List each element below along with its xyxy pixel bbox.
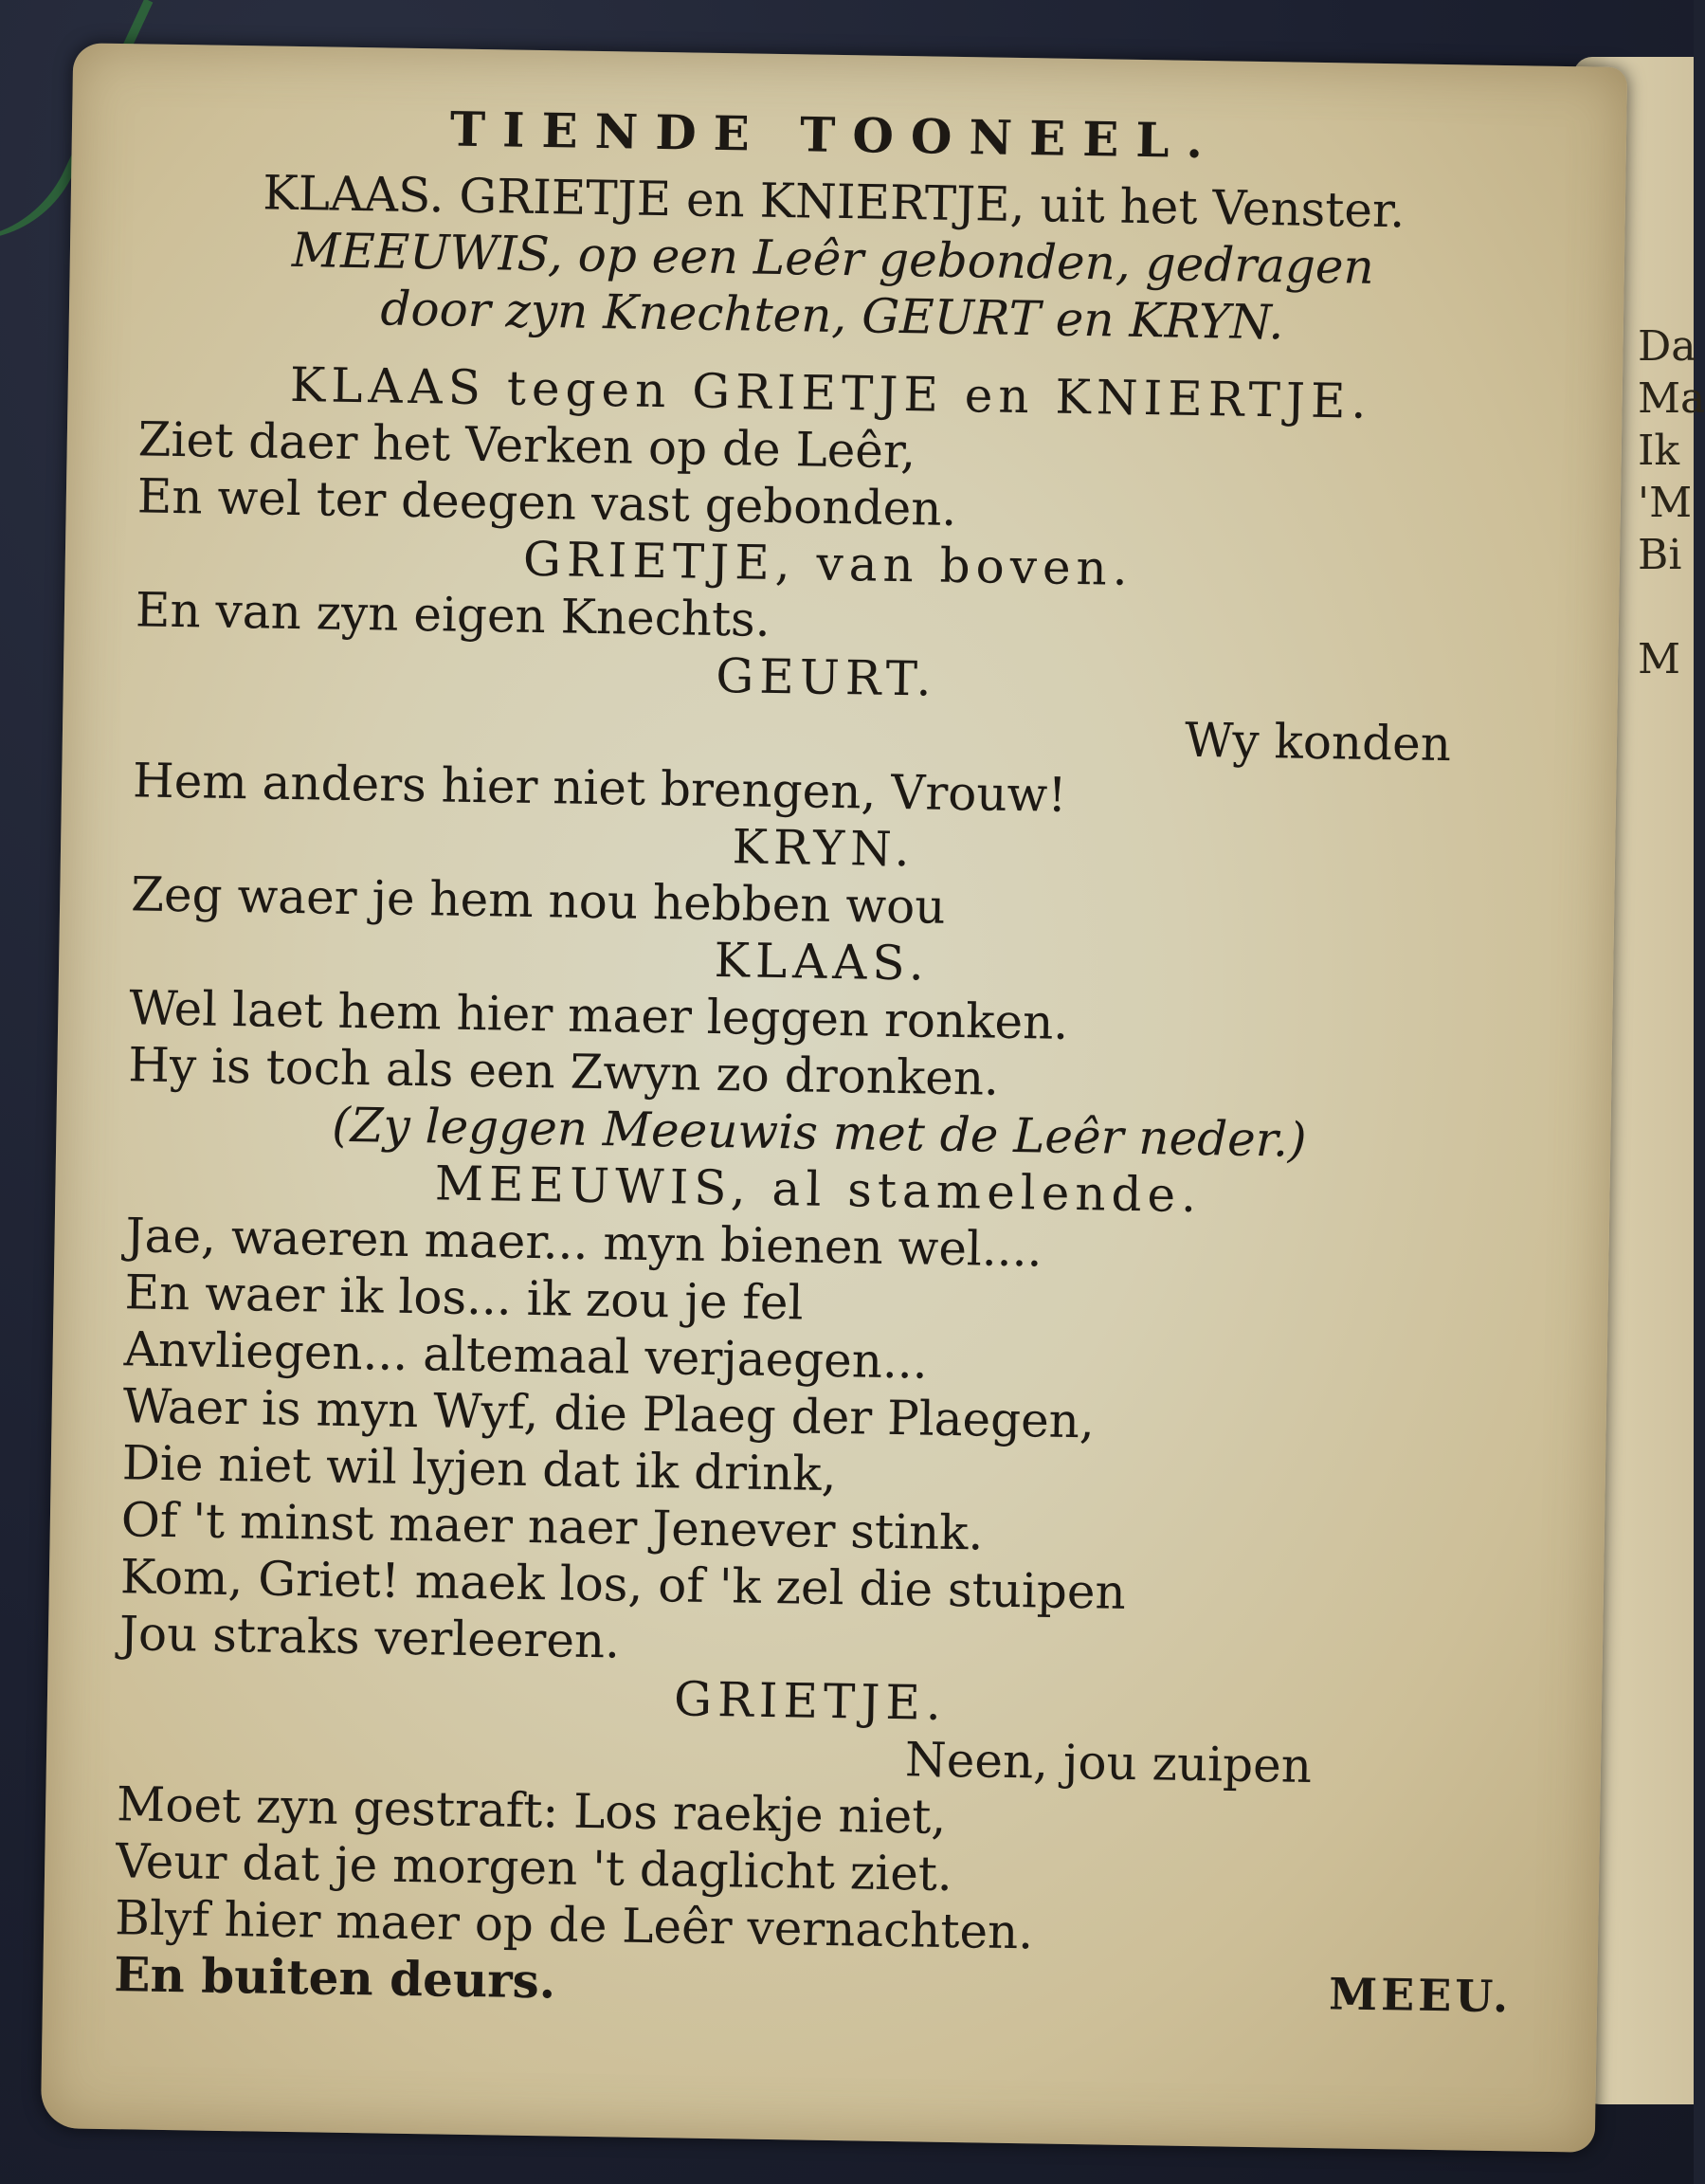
stage-setup-line: KLAAS. GRIETJE en KNIERTJE, uit het Venster. [262, 165, 1406, 239]
facing-page-fragment: M [1638, 635, 1681, 683]
verse-line: Moet zyn gestraft: Los raekje niet, [116, 1776, 947, 1845]
verse-line: Hy is toch als een Zwyn zo dronken. [127, 1037, 1000, 1106]
scene-title: TIENDE TOONEEL. [449, 100, 1221, 170]
speaker-heading: GRIETJE, van boven. [522, 531, 1134, 596]
stage-direction: (Zy leggen Meeuwis met de Leêr neder.) [331, 1097, 1308, 1168]
verse-line: Kom, Griet! maek los, of 'k zel die stuipen [119, 1549, 1127, 1620]
book-page [41, 43, 1627, 2152]
verse-line: En wel ter deegen vast gebonden. [136, 468, 957, 537]
verse-line: Blyf hier maer op de Leêr vernachten. [114, 1890, 1034, 1960]
facing-page-fragment: Da [1638, 322, 1696, 371]
stage-setup-line: MEEUWIS, op een Leêr gebonden, gedragen [291, 222, 1375, 295]
speaker-heading: GRIETJE. [673, 1671, 948, 1731]
speaker-heading: KLAAS. [714, 933, 931, 992]
facing-page-fragment: Ik [1638, 427, 1680, 475]
facing-page-fragment: Bi [1638, 531, 1682, 579]
verse-line: Wel laet hem hier maer leggen ronken. [128, 980, 1069, 1050]
verse-line: Ziet daer het Verken op de Leêr, [137, 411, 916, 480]
facing-page-fragment: Ma [1638, 374, 1705, 423]
verse-line: Waer is myn Wyf, die Plaeg der Plaegen, [122, 1378, 1096, 1449]
speaker-heading: GEURT. [715, 647, 938, 707]
verse-line: Zeg waer je hem nou hebben wou [130, 866, 946, 935]
speaker-heading: MEEUWIS, al stamelende. [434, 1156, 1203, 1224]
verse-line: Anvliegen... altemaal verjaegen... [123, 1321, 929, 1390]
verse-line: Jae, waeren maer... myn bienen wel.... [125, 1208, 1043, 1278]
verse-line: En van zyn eigen Knechts. [135, 582, 771, 647]
verse-line: Wy konden [1184, 712, 1452, 773]
speaker-heading: KLAAS tegen GRIETJE en KNIERTJE. [289, 356, 1372, 429]
stage-setup-line: door zyn Knechten, GEURT en KRYN. [380, 281, 1284, 351]
speaker-heading: KRYN. [732, 819, 916, 878]
verse-line: Of 't minst maer naer Jenever stink. [120, 1492, 984, 1561]
facing-page-fragment: 'M [1638, 479, 1693, 527]
verse-line: Die niet wil lyjen dat ik drink, [121, 1435, 837, 1502]
verse-line: En waer ik los... ik zou je fel [124, 1265, 804, 1331]
catchword: MEEU. [1328, 1968, 1513, 2023]
page-text [114, 86, 1528, 2025]
verse-line: Veur dat je morgen 't daglicht ziet. [115, 1833, 953, 1902]
verse-line: Neen, jou zuipen [904, 1732, 1313, 1793]
verse-line: En buiten deurs. [113, 1946, 556, 2010]
verse-line: Jou straks verleeren. [118, 1606, 621, 1669]
verse-line: Hem anders hier niet brengen, Vrouw! [132, 753, 1067, 823]
